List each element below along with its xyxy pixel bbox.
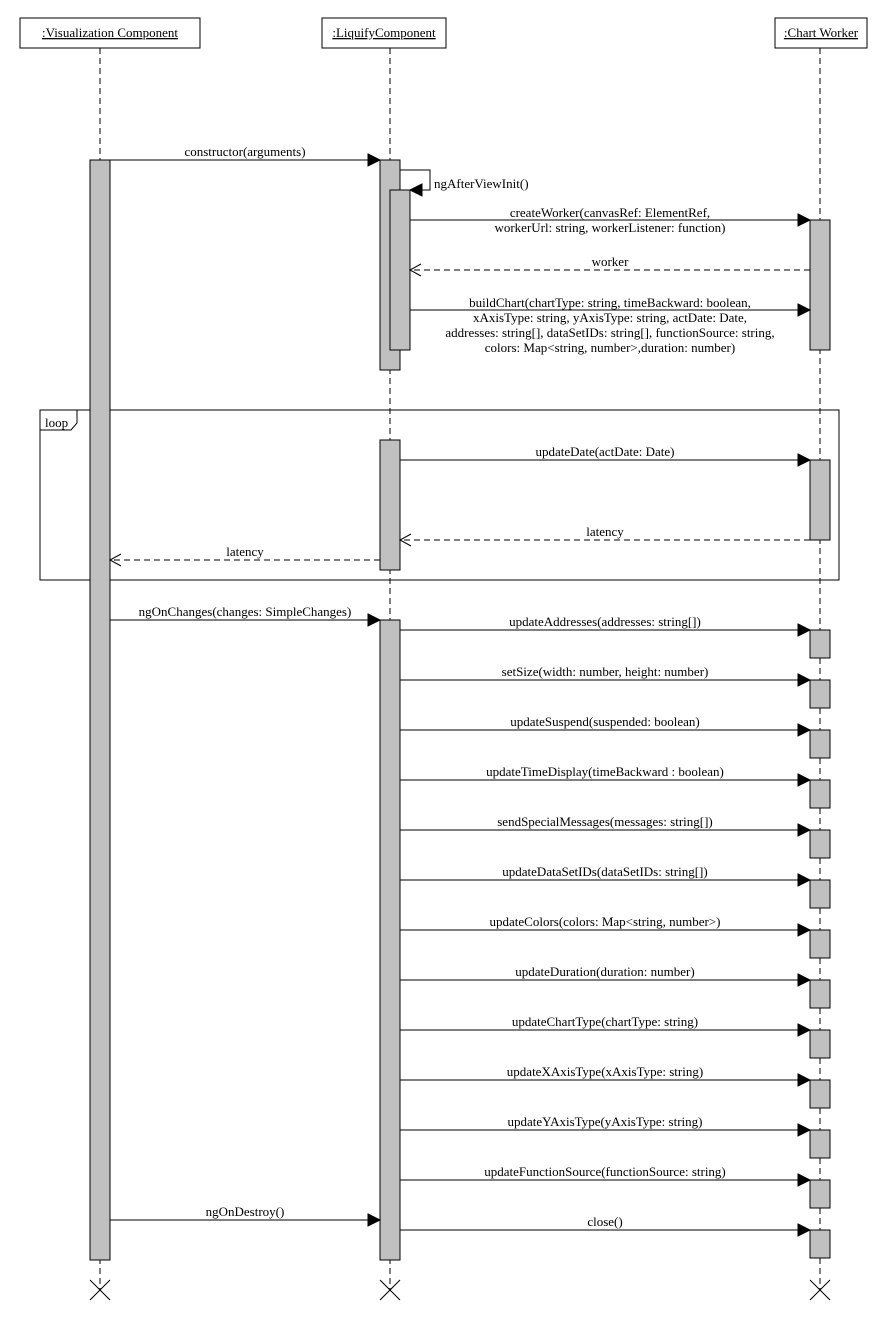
message-label-updateAddresses: updateAddresses(addresses: string[]) [509,614,701,629]
message-label-buildChart: buildChart(chartType: string, timeBackward: boolean, [469,295,751,310]
arrowhead-sendSpecialMessages [798,824,810,836]
arrowhead-updateDataSetIDs [798,874,810,886]
arrowhead-close [798,1224,810,1236]
activation-bar-worker [810,980,830,1008]
message-label-buildChart: addresses: string[], dataSetIDs: string[], functionSource: string, [445,325,775,340]
message-label-updateDuration: updateDuration(duration: number) [515,964,695,979]
message-label-updateTimeDisplay: updateTimeDisplay(timeBackward : boolean) [486,764,724,779]
activation-bar-worker [810,880,830,908]
message-label-buildChart: xAxisType: string, yAxisType: string, actDate: Date, [472,310,748,325]
arrowhead-updateFunctionSource [798,1174,810,1186]
arrowhead-updateDate [798,454,810,466]
activation-bar-vis [90,160,110,1260]
arrowhead-updateTimeDisplay [798,774,810,786]
message-label-updateSuspend: updateSuspend(suspended: boolean) [510,714,700,729]
message-label-updateYAxisType: updateYAxisType(yAxisType: string) [507,1114,703,1129]
activation-bar-worker [810,680,830,708]
arrowhead-updateColors [798,924,810,936]
arrowhead-updateXAxisType [798,1074,810,1086]
message-label-ngAfterViewInit: ngAfterViewInit() [434,176,529,191]
arrowhead-updateChartType [798,1024,810,1036]
participant-label-worker: :Chart Worker [783,25,859,40]
activation-bar-worker [810,1080,830,1108]
activation-bar-worker [810,930,830,958]
participant-label-liq: :LiquifyComponent [332,25,436,40]
activation-bar-worker [810,1030,830,1058]
activation-bar-worker [810,1130,830,1158]
arrowhead-updateDuration [798,974,810,986]
activation-bar-liq [380,620,400,1260]
message-label-createWorker: createWorker(canvasRef: ElementRef, [509,205,711,220]
activation-bar-worker [810,1180,830,1208]
activation-bar-liq [390,190,410,350]
loop-frame-label: loop [45,415,69,430]
message-label-updateDate: updateDate(actDate: Date) [535,444,675,459]
arrowhead-updateAddresses [798,624,810,636]
message-label-updateFunctionSource: updateFunctionSource(functionSource: string) [484,1164,726,1179]
message-label-worker_return: worker [591,254,629,269]
message-label-ngOnDestroy: ngOnDestroy() [205,1204,285,1219]
arrowhead-updateYAxisType [798,1124,810,1136]
activation-bar-worker [810,780,830,808]
loop-frame [40,410,839,580]
activation-bar-worker [810,730,830,758]
activation-bar-worker [810,830,830,858]
activation-bar-liq [380,440,400,570]
message-label-updateColors: updateColors(colors: Map<string, number>) [489,914,721,929]
activation-bar-worker [810,460,830,540]
message-label-setSize: setSize(width: number, height: number) [501,664,709,679]
arrowhead-updateSuspend [798,724,810,736]
arrowhead-setSize [798,674,810,686]
arrowhead-constructor [368,154,380,166]
message-label-constructor: constructor(arguments) [184,144,306,159]
message-label-ngOnChanges: ngOnChanges(changes: SimpleChanges) [138,604,352,619]
arrowhead-createWorker [798,214,810,226]
activation-bar-worker [810,630,830,658]
arrowhead-ngAfterViewInit [410,184,422,196]
message-label-createWorker: workerUrl: string, workerListener: function) [494,220,726,235]
message-label-close: close() [587,1214,623,1229]
message-label-buildChart: colors: Map<string, number>,duration: number) [484,340,736,355]
participant-label-vis: :Visualization Component [41,25,179,40]
message-label-latency_worker: latency [586,524,624,539]
arrowhead-ngOnDestroy [368,1214,380,1226]
message-label-sendSpecialMessages: sendSpecialMessages(messages: string[]) [497,814,713,829]
arrowhead-ngOnChanges [368,614,380,626]
activation-bar-worker [810,220,830,350]
message-label-updateChartType: updateChartType(chartType: string) [511,1014,699,1029]
message-label-updateXAxisType: updateXAxisType(xAxisType: string) [506,1064,704,1079]
message-label-latency_vis: latency [226,544,264,559]
activation-bar-worker [810,1230,830,1258]
arrowhead-buildChart [798,304,810,316]
message-label-updateDataSetIDs: updateDataSetIDs(dataSetIDs: string[]) [502,864,708,879]
